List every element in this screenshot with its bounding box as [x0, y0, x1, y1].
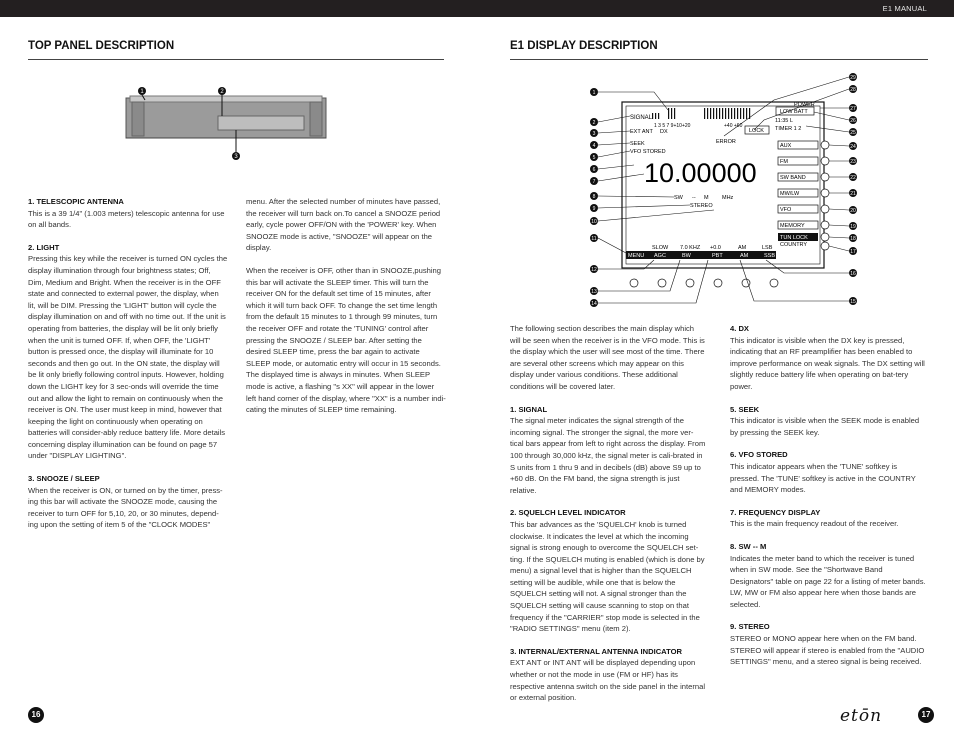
- left-column-2: [246, 196, 446, 427]
- svg-text:26: 26: [850, 118, 856, 124]
- svg-text:29: 29: [850, 75, 856, 81]
- item-heading: 3. SNOOZE / SLEEP: [28, 474, 100, 484]
- item-body: EXT ANT or INT ANT will be displayed depending upon whether or not the mode in use (FM or HF) has its respective antenna switch on the side panel in the internal or external position.: [510, 658, 706, 703]
- svg-text:+0.0: +0.0: [710, 245, 721, 251]
- svg-text:19: 19: [850, 224, 856, 230]
- dx-indicator: DX: [660, 129, 668, 135]
- item-body: When the receiver is ON, or turned on by the timer, press-ing this bar will activate the SNOOZE mode, causing the receiver to turn OFF for 5,10, 20, or 30 minutes, depend-ing upon the setting of item 5 of the "CLOCK MODES": [28, 485, 223, 530]
- frequency-readout: 10.00000: [644, 158, 757, 188]
- svg-text:8: 8: [592, 194, 596, 200]
- item-heading: 1. TELESCOPIC ANTENNA: [28, 197, 124, 206]
- svg-text:20: 20: [850, 208, 856, 214]
- intro-paragraph: The following section describes the main display which will be seen when the receiver is in the VFO mode. This is the display which the user will see most of the time. There are several other screens which may appear on this display under various conditions. These additional conditions will be covered later.: [510, 324, 705, 391]
- svg-text:--: --: [692, 195, 696, 201]
- item-heading: 3. INTERNAL/EXTERNAL ANTENNA INDICATOR: [510, 646, 682, 656]
- left-section-title: TOP PANEL DESCRIPTION: [28, 40, 175, 52]
- signal-scale-high: +40 +60: [724, 123, 743, 129]
- low-batt-indicator: LOW BATT: [780, 109, 808, 115]
- item-body: Indicates the meter band to which the receiver is tuned when in SW mode. See the "Shortwave Band Designators" table on page 22 for a listing of meter bands. LW, MW or FM also appear here when those bands are selected.: [730, 553, 926, 609]
- svg-text:7: 7: [592, 179, 596, 185]
- item-body: This indicator is visible when the DX key is pressed, indicating that an RF preamplifier has been enabled to improve performance on weak signals. The DX setting will slightly reduce battery life when operating on bat-tery power.: [730, 335, 925, 391]
- svg-text:18: 18: [850, 236, 856, 242]
- svg-text:1: 1: [592, 90, 596, 96]
- svg-text:VFO: VFO: [780, 207, 792, 213]
- svg-text:15: 15: [850, 299, 856, 305]
- item-body: The signal meter indicates the signal strength of the incoming signal. The stronger the signal, the more ver-tical bars appear from left to right across the display. From 100 through 30,000 kHz, the signal meter is cali-brated in S units from 1 thru 9 and in decibels (dB) above S9 up to +60 dB. On the FM band, the signa strength is just relative.: [510, 416, 706, 495]
- item-heading: 8. SW -- M: [730, 541, 767, 551]
- item-body: This is a 39 1/4" (1.003 meters) telescopic antenna for use on all bands.: [28, 208, 225, 230]
- paragraph: When the receiver is OFF, other than in SNOOZE,pushing this bar will activate the SLEEP timer. This will turn the receiver ON for the default set time of 15 minutes, after which it will turn back OFF. To change the set time length from the default 15 minutes to 1 through 99 minutes, turn the receiver OFF and rotate the 'TUNING' control after pressing the SNOOZE / SLEEP bar. After setting the desired SLEEP time, press the bar again to activate SLEEP mode, or automatic entry will occur in 15 seconds. The displayed time is always in minutes. When SLEEP mode is active, a flashing "s XX" will appear in the lower left hand corner of the display, where "XX" is a number indi-cating the minutes of SLEEP time remaining.: [246, 265, 446, 415]
- svg-text:23: 23: [850, 159, 856, 165]
- svg-text:12: 12: [591, 267, 597, 273]
- svg-text:6: 6: [592, 167, 596, 173]
- page-number-right: 17: [918, 707, 934, 723]
- header-bar: [0, 0, 954, 17]
- svg-text:1: 1: [140, 89, 144, 95]
- item-body: This indicator appears when the 'TUNE' softkey is pressed. The 'TUNE' softkey is active in the COUNTRY and MEMORY modes.: [730, 461, 916, 495]
- svg-text:7.0 KHZ: 7.0 KHZ: [680, 245, 701, 251]
- left-title-rule: [28, 59, 444, 60]
- svg-text:AM: AM: [740, 253, 749, 259]
- item-heading: 1. SIGNAL: [510, 404, 548, 414]
- item-heading: 6. VFO STORED: [730, 450, 788, 460]
- power-indicator: POWER: [794, 102, 815, 108]
- item-heading: 4. DX: [730, 324, 749, 333]
- svg-text:5: 5: [592, 155, 596, 161]
- svg-text:17: 17: [850, 249, 856, 255]
- right-title-rule: [510, 59, 928, 60]
- vfo-stored-indicator: VFO STORED: [630, 149, 666, 155]
- top-panel-figure: [118, 84, 338, 164]
- lock-indicator: LOCK: [749, 128, 764, 134]
- page-number-left: 16: [28, 707, 44, 723]
- item-body: This is the main frequency readout of the receiver.: [730, 519, 899, 529]
- svg-text:13: 13: [591, 289, 597, 295]
- svg-text:11: 11: [591, 236, 597, 242]
- svg-text:4: 4: [592, 143, 596, 149]
- svg-text:21: 21: [850, 191, 856, 197]
- svg-text:9: 9: [592, 206, 596, 212]
- svg-text:2: 2: [592, 120, 596, 126]
- mhz-indicator: MHz: [722, 195, 734, 201]
- error-indicator: ERROR: [716, 139, 736, 145]
- svg-text:3: 3: [592, 131, 596, 137]
- item-heading: 2. LIGHT: [28, 242, 60, 252]
- svg-text:BW: BW: [682, 253, 691, 259]
- clock-readout: 11:35 L: [775, 118, 793, 124]
- svg-text:COUNTRY: COUNTRY: [780, 242, 808, 248]
- svg-text:14: 14: [591, 301, 597, 307]
- svg-text:10: 10: [591, 219, 597, 225]
- right-column-2: [730, 323, 926, 679]
- left-callouts: [590, 88, 598, 307]
- svg-text:AM: AM: [738, 245, 747, 251]
- eton-logo: etōn: [840, 706, 883, 726]
- svg-text:24: 24: [850, 144, 856, 150]
- svg-text:28: 28: [850, 87, 856, 93]
- svg-text:TUN LOCK: TUN LOCK: [780, 235, 808, 241]
- svg-text:SSB: SSB: [764, 253, 776, 259]
- item-heading: 2. SQUELCH LEVEL INDICATOR: [510, 508, 626, 518]
- paragraph: menu. After the selected number of minutes have passed, the receiver will turn back on.To cancel a SNOOZE period early, cycle power OFF/ON with the 'POWER' key. When SNOOZE mode is active, "SNOOZE" will appear on the display.: [246, 197, 441, 253]
- manual-label: E1 MANUAL: [882, 4, 927, 13]
- menu-softkey: MENU: [628, 253, 645, 259]
- item-body: This indicator is visible when the SEEK mode is enabled by pressing the SEEK key.: [730, 416, 920, 437]
- item-body: This bar advances as the 'SQUELCH' knob is turned clockwise. It indicates the level at which the incoming signal is strong enough to overcome the SQUELCH set-ting. If the SQUELCH muting is enabled (which is done by menu) a signal level that is higher than the SQUELCH setting will be audible, while one that is below the SQUELCH setting will not. A signal stronger than the SQUELCH setting will cause scanning to stop on that frequency if the "CARRIER" stop mode is selected in the "RADIO SETTINGS" menu (item 2).: [510, 519, 705, 634]
- right-section-title: E1 DISPLAY DESCRIPTION: [510, 40, 658, 52]
- svg-text:2: 2: [220, 89, 224, 95]
- stereo-indicator: STEREO: [690, 203, 713, 209]
- signal-scale: 1 3 5 7 9+10+20: [654, 123, 691, 129]
- meter-m-indicator: M: [704, 195, 709, 201]
- timer-indicator: TIMER 1 2: [775, 126, 802, 132]
- item-body: Pressing this key while the receiver is turned ON cycles the display illumination through four brightness states; Off, Dim, Medium and Bright. When the receiver is in the OFF state and connected to external power, the display, when lit, will be DIM. Pressing the 'LIGHT' button will cycle the display illumination on and off with no time out. If the unit is operating from batteries, the display will be lit only briefly when the unit is turned OFF. If, when OFF, the 'LIGHT' button is pressed once, the display will illuminate for 10 seconds and then go out. In the ON state, the display will be lit only briefly following control inputs. However, holding down the LIGHT key for 3 sec-onds will override the time out and allow the light to remain on continuously when the receiver is ON. The user must keep in mind, however that keeping the light on continuously when operating on batteries will consider-ably reduce battery life. More details concerning display illumination can be found on page 57 under "DISPLAY LIGHTING".: [28, 254, 228, 461]
- item-heading: 5. SEEK: [730, 404, 760, 414]
- item-body: STEREO or MONO appear here when on the FM band. STEREO will appear if stereo is enabled from the "AUDIO SETTINGS" menu, and a stereo signal is being received.: [730, 634, 925, 667]
- svg-text:SLOW: SLOW: [652, 245, 669, 251]
- svg-text:AUX: AUX: [780, 143, 792, 149]
- svg-text:22: 22: [850, 175, 856, 181]
- svg-text:AGC: AGC: [654, 253, 666, 259]
- ext-ant-indicator: EXT ANT: [630, 129, 653, 135]
- svg-text:MEMORY: MEMORY: [780, 223, 805, 229]
- item-heading: 9. STEREO: [730, 622, 770, 632]
- svg-text:SW BAND: SW BAND: [780, 175, 806, 181]
- svg-text:3: 3: [234, 154, 238, 160]
- sw-indicator: SW: [674, 195, 683, 201]
- svg-text:MW/LW: MW/LW: [780, 191, 800, 197]
- svg-text:27: 27: [850, 106, 856, 112]
- svg-text:LSB: LSB: [762, 245, 773, 251]
- svg-text:PBT: PBT: [712, 253, 723, 259]
- svg-text:25: 25: [850, 130, 856, 136]
- seek-indicator: SEEK: [630, 141, 645, 147]
- right-column-1: [510, 323, 706, 715]
- right-callouts: [849, 73, 857, 305]
- item-heading: 7. FREQUENCY DISPLAY: [730, 507, 821, 517]
- left-column-1: [28, 196, 228, 542]
- svg-text:16: 16: [850, 271, 856, 277]
- e1-display-figure: [584, 70, 864, 310]
- svg-text:FM: FM: [780, 159, 788, 165]
- signal-label: SIGNAL: [630, 115, 653, 121]
